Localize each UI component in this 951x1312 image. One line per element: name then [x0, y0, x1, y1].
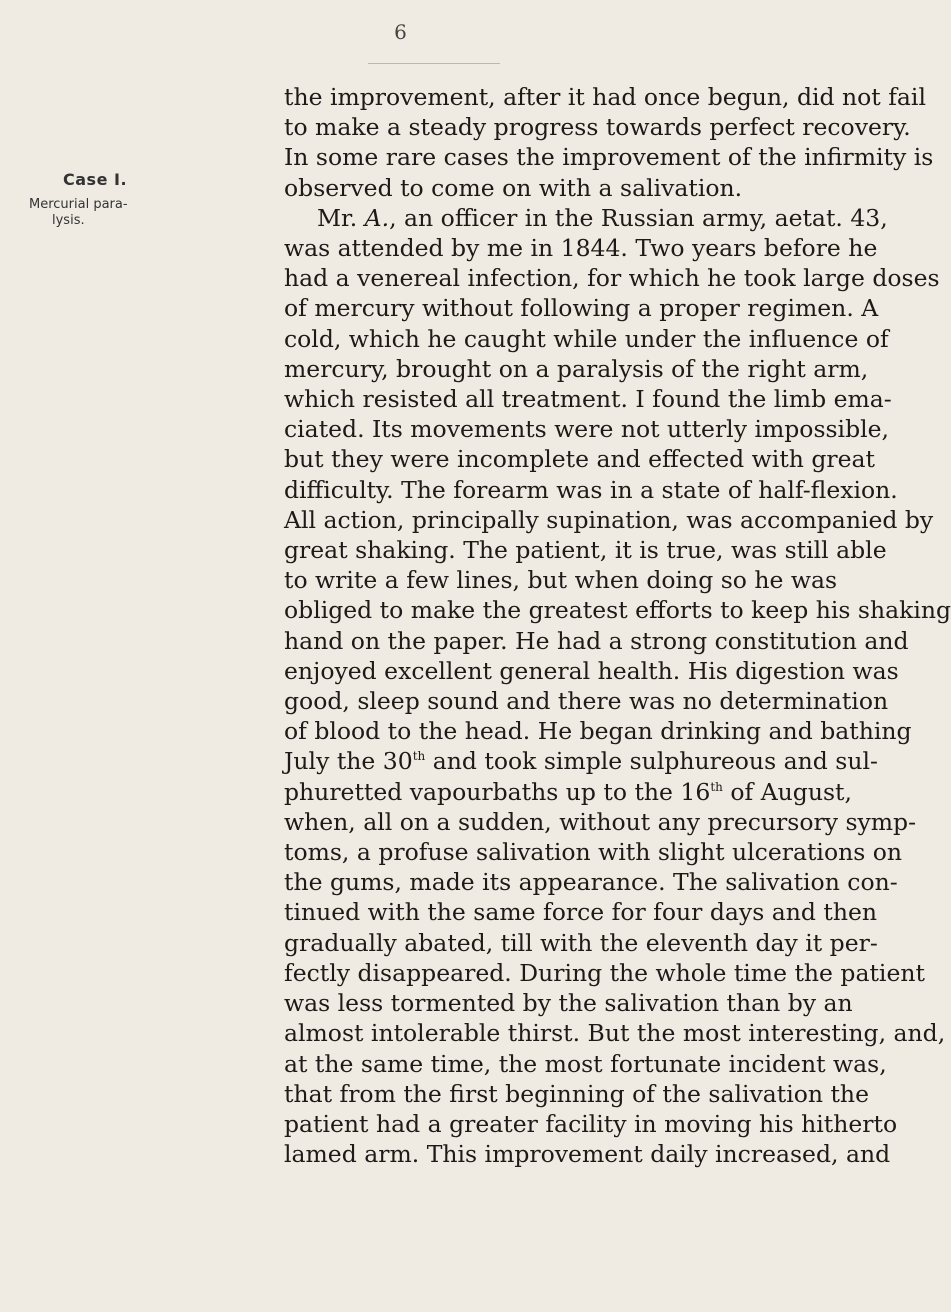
- text-line: at the same time, the most fortunate incident was,: [284, 1049, 887, 1078]
- text-line: observed to come on with a salivation.: [284, 173, 743, 202]
- text-line: that from the first beginning of the salivation the: [284, 1079, 869, 1108]
- text-line: when, all on a sudden, without any precursory symp-: [284, 807, 917, 836]
- body-text: [284, 82, 951, 1169]
- text-line: enjoyed excellent general health. His digestion was: [284, 656, 899, 685]
- patient-initial: A.: [364, 203, 390, 232]
- text-line: great shaking. The patient, it is true, was still able: [284, 536, 887, 565]
- text-line: was less tormented by the salivation than by an: [284, 989, 853, 1018]
- header-rule: [368, 63, 500, 64]
- case-subject-line2: lysis.: [52, 213, 85, 228]
- text-line: In some rare cases the improvement of the infirmity is: [284, 143, 934, 172]
- text-line: Mr. A., an officer in the Russian army, aetat. 43,: [317, 203, 888, 232]
- text-line: lamed arm. This improvement daily increased, and: [284, 1140, 891, 1169]
- text-line: All action, principally supination, was accompanied by: [284, 505, 934, 534]
- case-label: Case I.: [63, 170, 128, 189]
- text-line: to write a few lines, but when doing so he was: [284, 566, 838, 595]
- text-line: hand on the paper. He had a strong constitution and: [284, 626, 909, 655]
- text-line: phuretted vapourbaths up to the 16th of August,: [284, 777, 852, 806]
- case-subject-line1: Mercurial para-: [29, 197, 128, 212]
- text-line: obliged to make the greatest efforts to keep his shaking: [284, 596, 951, 625]
- text-line: to make a steady progress towards perfect recovery.: [284, 113, 911, 142]
- text-line: July the 30th and took simple sulphureous and sul-: [284, 747, 878, 776]
- text-line: good, sleep sound and there was no determination: [284, 687, 889, 716]
- text-line: the improvement, after it had once begun, did not fail: [284, 83, 926, 111]
- text-line: tinued with the same force for four days and then: [284, 898, 878, 927]
- text-line: almost intolerable thirst. But the most interesting, and,: [284, 1019, 946, 1048]
- text-line: mercury, brought on a paralysis of the right arm,: [284, 354, 869, 383]
- text-line: patient had a greater facility in moving his hitherto: [284, 1109, 898, 1138]
- text-line: but they were incomplete and effected with great: [284, 445, 875, 474]
- page-number: 6: [394, 20, 407, 44]
- text-line: was attended by me in 1844. Two years before he: [284, 234, 878, 263]
- text-line: which resisted all treatment. I found the limb ema-: [284, 385, 892, 414]
- text-line: cold, which he caught while under the influence of: [284, 324, 889, 353]
- text-line: had a venereal infection, for which he took large doses: [284, 264, 940, 293]
- text-line: toms, a profuse salivation with slight ulcerations on: [284, 838, 903, 867]
- text-line: of blood to the head. He began drinking and bathing: [284, 717, 912, 746]
- text-line: of mercury without following a proper regimen. A: [284, 294, 879, 323]
- text-line: difficulty. The forearm was in a state of half-flexion.: [284, 475, 898, 504]
- text-line: fectly disappeared. During the whole time the patient: [284, 958, 925, 987]
- text-line: ciated. Its movements were not utterly impossible,: [284, 415, 890, 444]
- case-subject: [29, 197, 239, 229]
- text-line: the gums, made its appearance. The salivation con-: [284, 868, 898, 897]
- margin-note: [29, 170, 239, 229]
- text-line: gradually abated, till with the eleventh day it per-: [284, 928, 878, 957]
